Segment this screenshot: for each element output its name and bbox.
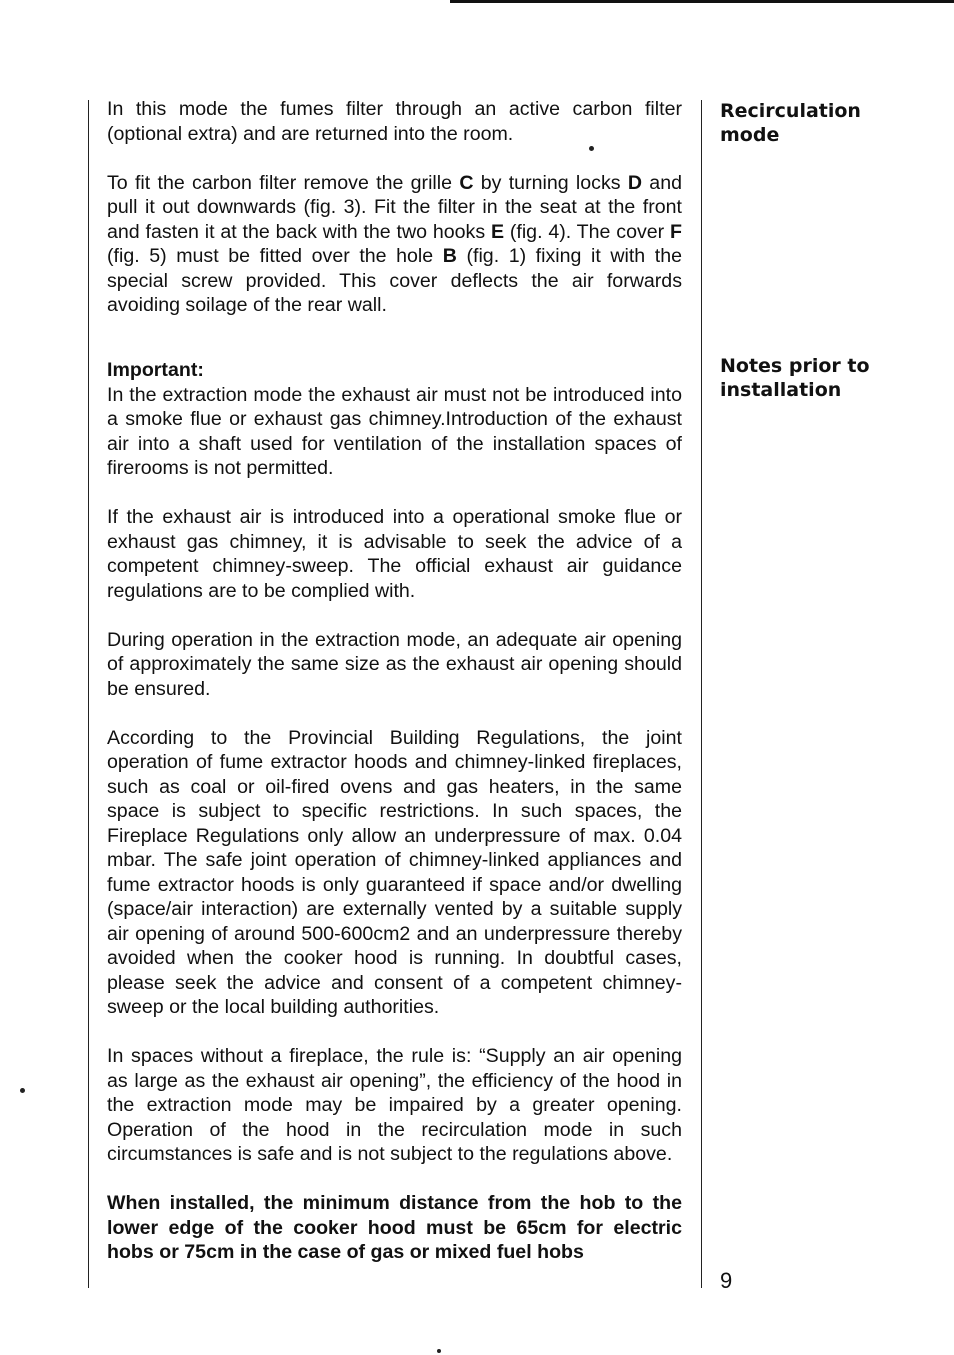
letter-c: C: [459, 171, 474, 194]
paragraph-extraction: In the extraction mode the exhaust air must not be introduced into a smoke flue or exhaust gas chimney.Introduction of the exhaust air into a shaft used for ventilation of the installation spaces of firerooms is not permitted.: [107, 383, 682, 479]
top-rule: [450, 0, 954, 3]
paragraph-building-regulations: According to the Provincial Building Regulations, the joint operation of fume extractor hoods and chimney-linked fireplaces, such as coal or oil-fired ovens and gas heaters, in the same space is subject to specific restrictions. In such spaces, the Fireplace Regulations only allow an underpressure of max. 0.04 mbar. The safe joint operation of chimney-linked appliances and fume extractor hoods is only guaranteed if space and/or dwelling (space/air interaction) are externally vented by a suitable supply air opening of around 500-600cm2 and an underpressure thereby avoided when the cooker hood is running. In doubtful cases, please seek the advice and consent of a competent chimney-sweep or the local building authorities.: [107, 726, 682, 1018]
paragraph-carbon-filter: To fit the carbon filter remove the grille C by turning locks D and pull it out downwards (fig. 3). Fit the filter in the seat at the front and fasten it at the back with the two hooks E (fig. 4). The cover F (fig. 5) must be fitted over the hole B (fig. 1) fixing it with the special screw provided. This cover deflects the air forwards avoiding soilage of the rear wall.: [107, 171, 683, 316]
spacer: [107, 342, 682, 358]
left-margin-rule: [88, 100, 89, 1288]
letter-f: F: [670, 220, 682, 243]
letter-d: D: [627, 171, 643, 194]
paragraph-chimney-sweep: If the exhaust air is introduced into a operational smoke flue or exhaust gas chimney, it is advisable to seek the advice of a competent chimney-sweep. The official exhaust air guidance regulations are to be complied with.: [107, 506, 682, 602]
paragraph-recirculation: In this mode the fumes filter through an active carbon filter (optional extra) and are returned into the room.: [107, 98, 682, 145]
important-heading: Important:: [107, 359, 204, 381]
page-number: 9: [720, 1268, 733, 1293]
print-speck: [20, 1088, 25, 1093]
letter-b: B: [442, 245, 457, 267]
print-speck: [589, 146, 594, 151]
paragraph-no-fireplace: In spaces without a fireplace, the rule is: “Supply an air opening as large as the exhaust air opening”, the efficiency of the hood in the extraction mode may be impaired by a greater opening. Operation of the hood in the recirculation mode in such circumstances is safe and is not subject to the regulations above.: [107, 1045, 682, 1165]
letter-e: E: [490, 220, 505, 243]
main-text-column: [107, 97, 682, 1289]
sidebar-heading-recirculation: Recirculation mode: [720, 100, 861, 146]
print-speck: [437, 1349, 441, 1353]
column-divider-rule: [701, 100, 702, 1288]
paragraph-minimum-distance: When installed, the minimum distance from the hob to the lower edge of the cooker hood must be 65cm for electric hobs or 75cm in the case of gas or mixed fuel hobs: [107, 1192, 682, 1263]
paragraph-air-opening: During operation in the extraction mode, an adequate air opening of approximately the same size as the exhaust air opening should be ensured.: [107, 628, 682, 700]
sidebar-heading-notes: Notes prior to installation: [720, 355, 870, 401]
